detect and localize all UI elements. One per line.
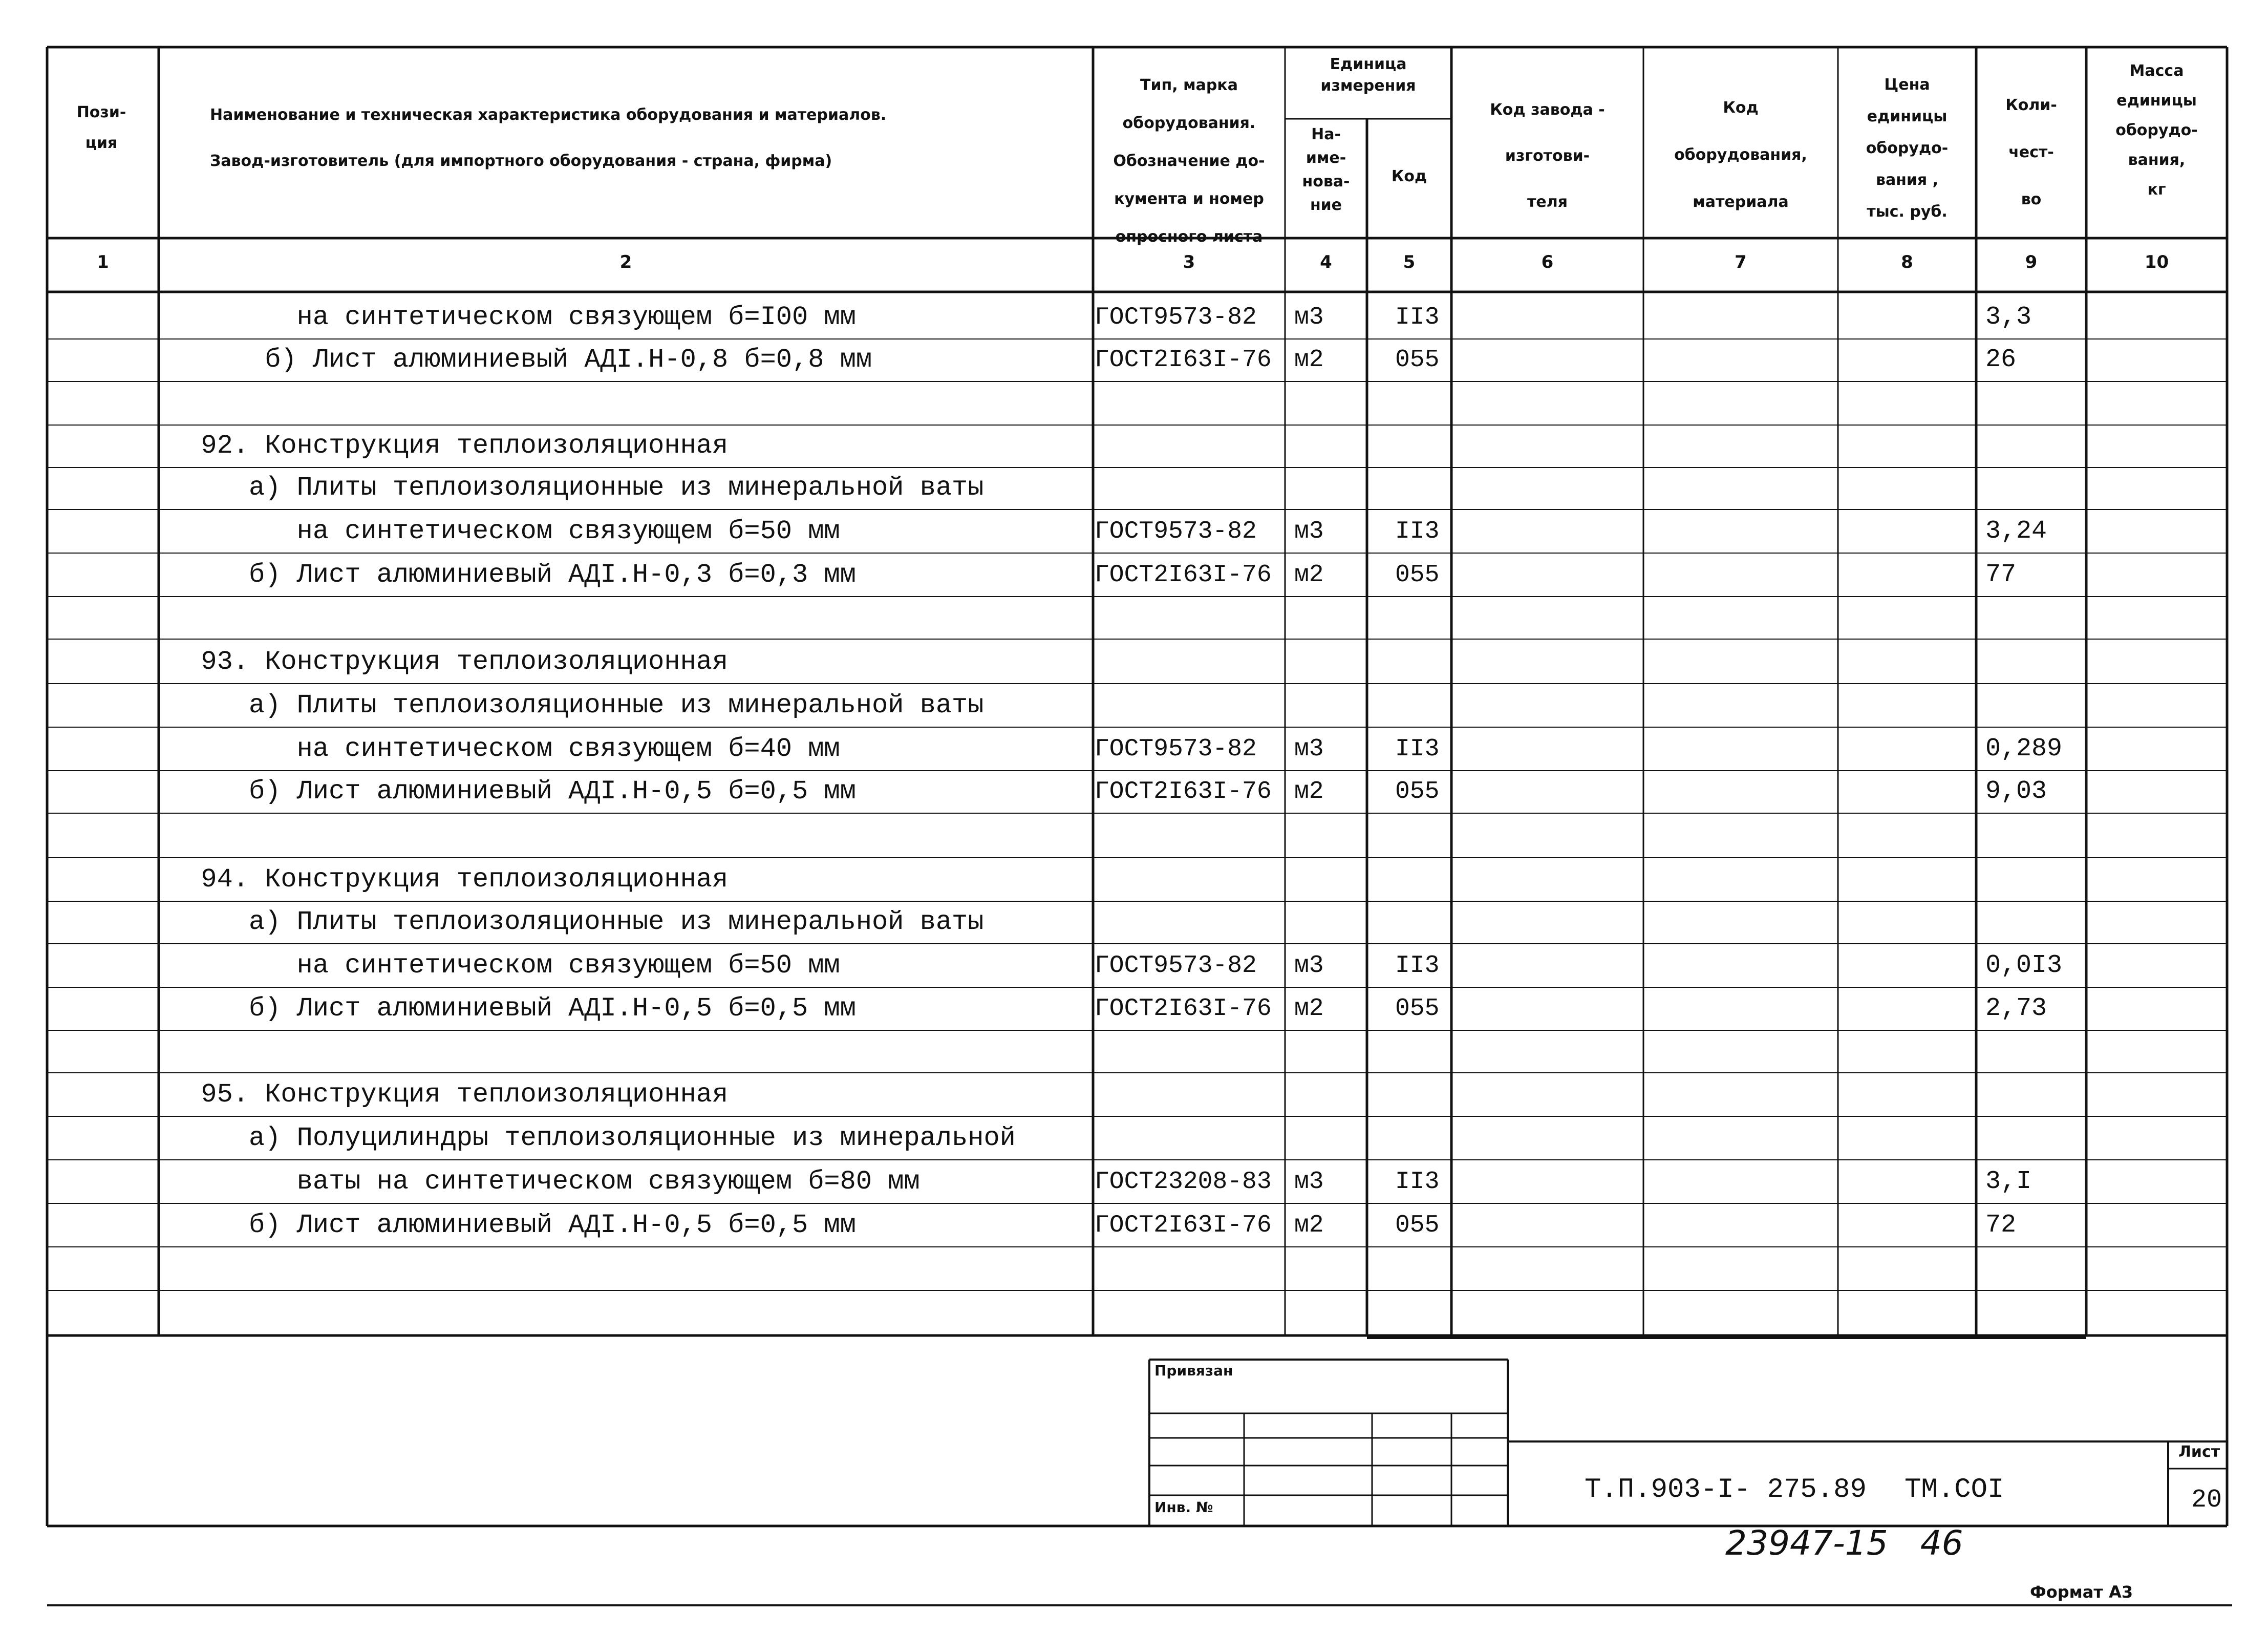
document-designation: Т.П.903-I- 275.89 xyxy=(1585,1474,1867,1505)
row-document: ГОСТ2I63I-76 xyxy=(1095,995,1272,1023)
row-unit: м3 xyxy=(1294,735,1324,763)
stamp-attached: Привязан xyxy=(1154,1362,1233,1379)
row-quantity: 26 xyxy=(1985,345,2017,374)
row-name: ваты на синтетическом связующем б=80 мм xyxy=(169,1167,920,1197)
row-name: а) Плиты теплоизоляционные из минеральной ваты xyxy=(169,690,984,720)
row-unit: м2 xyxy=(1294,778,1324,805)
header-col7: Код оборудования, материала xyxy=(1674,99,1807,211)
header-col4-group: Единица измерения xyxy=(1320,55,1416,95)
row-document: ГОСТ9573-82 xyxy=(1095,304,1257,331)
row-unit: м3 xyxy=(1294,1168,1324,1196)
row-name: б) Лист алюминиевый АДI.Н-0,5 б=0,5 мм xyxy=(169,993,856,1024)
row-unit: м2 xyxy=(1294,561,1324,589)
row-unit-code: 055 xyxy=(1395,561,1440,589)
row-name: 93. Конструкция теплоизоляционная xyxy=(169,647,729,677)
row-unit-code: II3 xyxy=(1395,952,1440,980)
document-mark: ТМ.СОI xyxy=(1905,1474,2004,1505)
row-name: б) Лист алюминиевый АДI.Н-0,5 б=0,5 мм xyxy=(169,1210,856,1240)
row-name: 94. Конструкция теплоизоляционная xyxy=(169,864,729,895)
row-document: ГОСТ2I63I-76 xyxy=(1095,1212,1272,1239)
column-number: 4 xyxy=(1320,252,1332,272)
sheet-label: Лист xyxy=(2178,1443,2220,1461)
row-name: 92. Конструкция теплоизоляционная xyxy=(169,431,729,461)
row-unit-code: 055 xyxy=(1395,778,1440,805)
row-name: б) Лист алюминиевый АДI.Н-0,8 б=0,8 мм xyxy=(169,345,872,375)
row-quantity: 3,I xyxy=(1985,1167,2032,1196)
header-col8: Цена единицы оборудо- вания , тыс. руб. xyxy=(1866,76,1949,221)
row-document: ГОСТ2I63I-76 xyxy=(1095,778,1272,805)
handwritten-inventory-number: 23947-15 46 xyxy=(1725,1523,1963,1563)
column-number: 10 xyxy=(2144,252,2169,272)
row-unit-code: 055 xyxy=(1395,1212,1440,1239)
row-document: ГОСТ9573-82 xyxy=(1095,735,1257,763)
row-quantity: 72 xyxy=(1985,1211,2017,1240)
header-col4: На- име- нова- ние xyxy=(1302,125,1350,214)
row-quantity: 3,3 xyxy=(1985,303,2032,332)
row-quantity: 0,289 xyxy=(1985,734,2063,764)
column-number: 3 xyxy=(1183,252,1195,272)
sheet-number: 20 xyxy=(2191,1486,2222,1515)
row-unit: м2 xyxy=(1294,346,1324,374)
column-number: 2 xyxy=(619,252,632,272)
column-number: 5 xyxy=(1403,252,1416,272)
row-unit: м3 xyxy=(1294,952,1324,980)
row-unit-code: 055 xyxy=(1395,346,1440,374)
row-quantity: 9,03 xyxy=(1985,777,2047,806)
row-unit-code: 055 xyxy=(1395,995,1440,1023)
row-unit-code: II3 xyxy=(1395,304,1440,331)
column-number: 1 xyxy=(97,252,109,272)
row-quantity: 77 xyxy=(1985,560,2017,589)
header-col6: Код завода - изготови- теля xyxy=(1490,101,1605,211)
row-unit-code: II3 xyxy=(1395,735,1440,763)
row-unit: м2 xyxy=(1294,995,1324,1023)
row-name: на синтетическом связующем б=50 мм xyxy=(169,516,840,546)
row-name: на синтетическом связующем б=I00 мм xyxy=(169,302,856,332)
row-unit-code: II3 xyxy=(1395,1168,1440,1196)
header-col1: Пози- ция xyxy=(76,103,126,152)
header-col10: Масса единицы оборудо- вания, кг xyxy=(2115,62,2198,199)
row-document: ГОСТ2I63I-76 xyxy=(1095,346,1272,374)
row-name: на синтетическом связующем б=40 мм xyxy=(169,734,840,764)
row-name: а) Плиты теплоизоляционные из минеральной ваты xyxy=(169,473,984,503)
header-col2: Наименование и техническая характеристика оборудования и материалов. Завод-изготовитель (для импортного оборудования - страна, фирма) xyxy=(210,106,887,170)
row-name: а) Плиты теплоизоляционные из минеральной ваты xyxy=(169,907,984,937)
row-quantity: 3,24 xyxy=(1985,517,2047,546)
row-document: ГОСТ2I63I-76 xyxy=(1095,561,1272,589)
row-unit: м2 xyxy=(1294,1212,1324,1239)
row-quantity: 2,73 xyxy=(1985,994,2047,1023)
header-col3: Тип, марка оборудования. Обозначение до- кумента и номер опросного листа xyxy=(1113,76,1265,246)
row-document: ГОСТ9573-82 xyxy=(1095,518,1257,545)
row-document: ГОСТ9573-82 xyxy=(1095,952,1257,980)
row-name: б) Лист алюминиевый АДI.Н-0,3 б=0,3 мм xyxy=(169,560,856,590)
row-unit-code: II3 xyxy=(1395,518,1440,545)
row-name: 95. Конструкция теплоизоляционная xyxy=(169,1079,729,1110)
column-number: 8 xyxy=(1901,252,1913,272)
row-unit: м3 xyxy=(1294,304,1324,331)
row-unit: м3 xyxy=(1294,518,1324,545)
format-label: Формат А3 xyxy=(2030,1582,2133,1602)
column-number: 9 xyxy=(2025,252,2038,272)
row-name: на синтетическом связующем б=50 мм xyxy=(169,950,840,981)
column-number: 7 xyxy=(1735,252,1747,272)
row-quantity: 0,0I3 xyxy=(1985,951,2063,980)
stamp-inv-number: Инв. № xyxy=(1154,1499,1213,1516)
header-col9: Коли- чест- во xyxy=(2005,96,2057,208)
column-number: 6 xyxy=(1541,252,1554,272)
row-name: б) Лист алюминиевый АДI.Н-0,5 б=0,5 мм xyxy=(169,776,856,807)
row-document: ГОСТ23208-83 xyxy=(1095,1168,1272,1196)
header-col5: Код xyxy=(1391,167,1427,185)
row-name: а) Полуцилиндры теплоизоляционные из минеральной xyxy=(169,1123,1016,1153)
